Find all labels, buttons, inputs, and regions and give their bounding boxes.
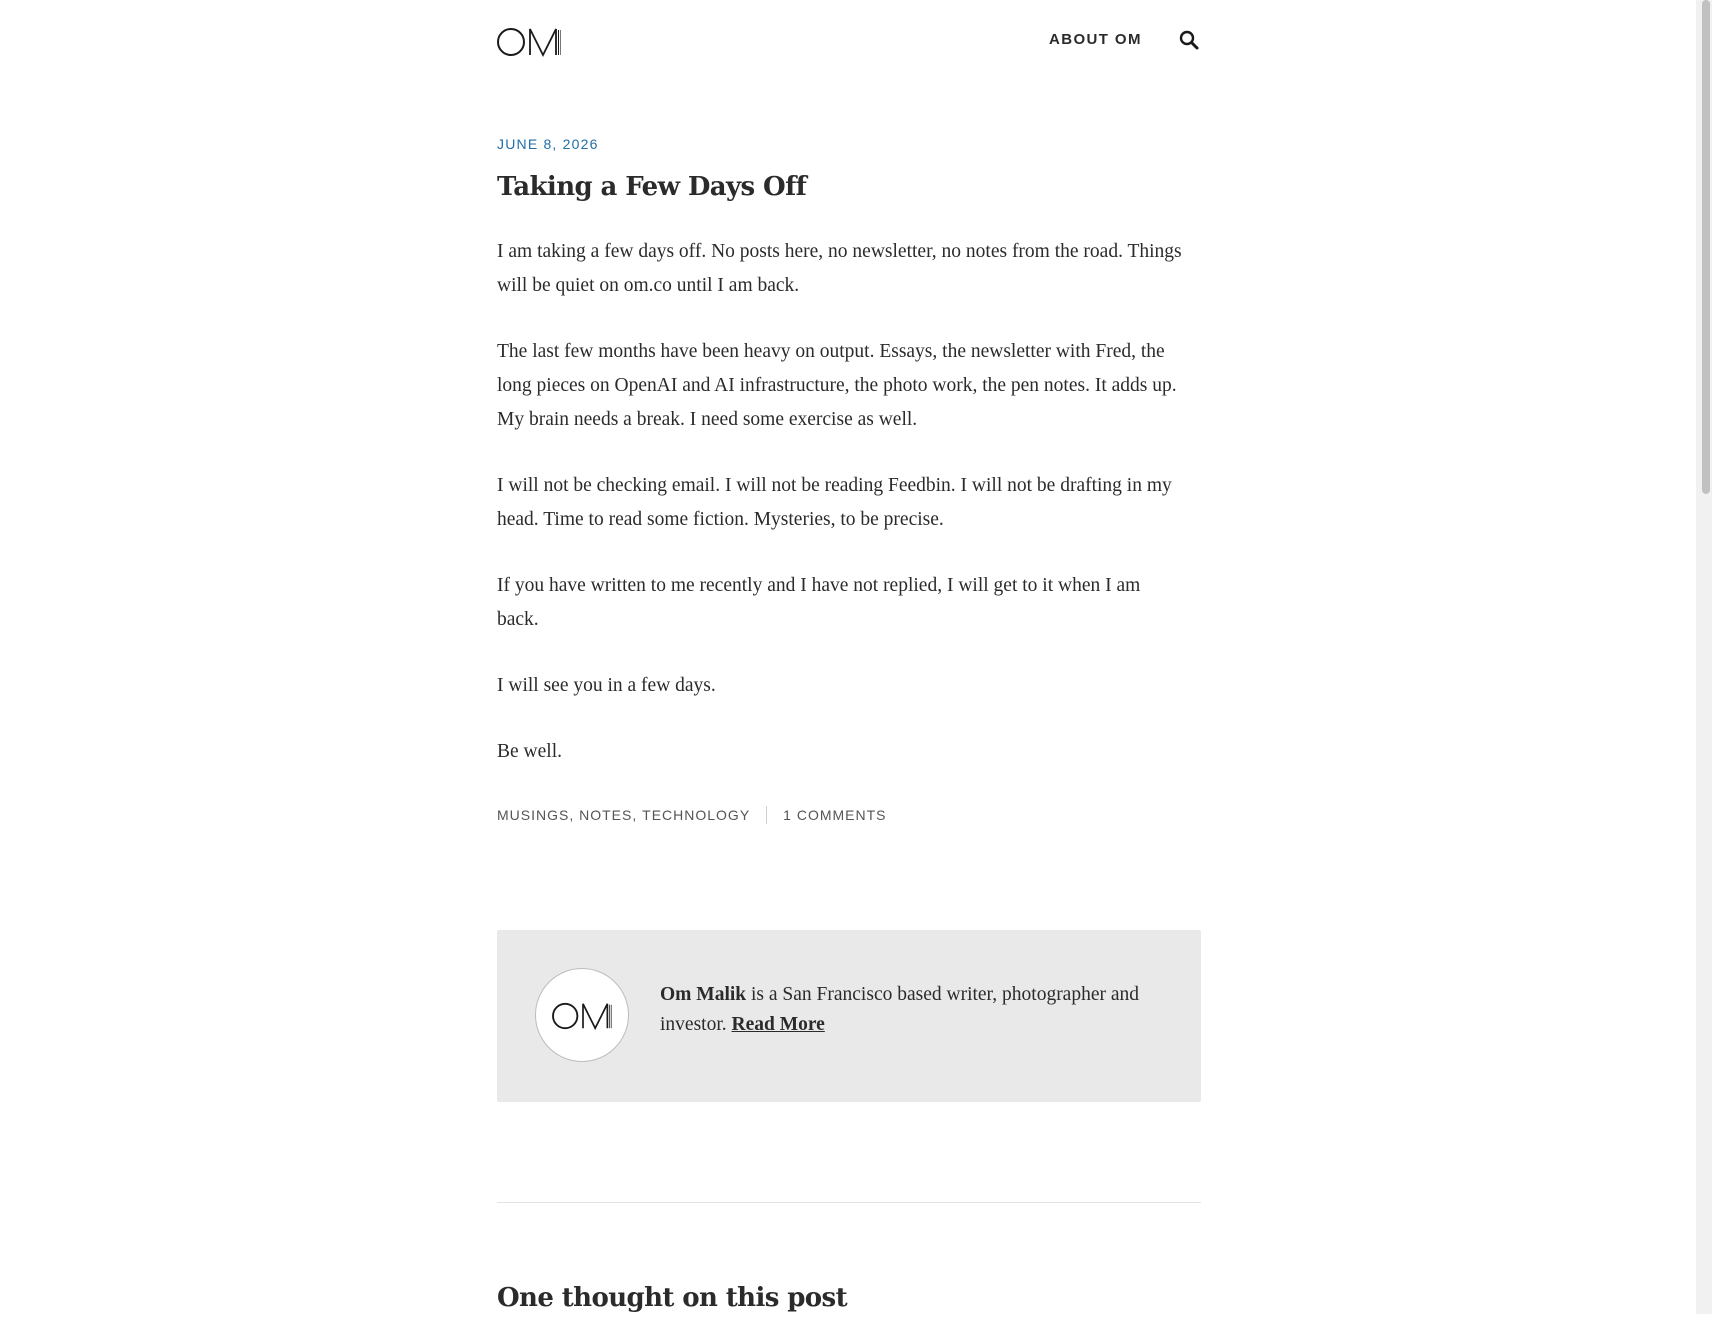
category-link-technology[interactable]: TECHNOLOGY	[642, 807, 751, 823]
scrollbar-thumb[interactable]	[1702, 0, 1710, 494]
author-name: Om Malik	[660, 984, 747, 1005]
category-separator: ,	[569, 807, 580, 823]
post-paragraph: I will see you in a few days.	[497, 675, 716, 696]
post-body	[497, 235, 1201, 801]
category-link-notes[interactable]: NOTES	[579, 807, 633, 823]
comments-heading: One thought on this post	[497, 1283, 847, 1313]
page-container	[497, 0, 1201, 1313]
author-avatar	[535, 968, 629, 1062]
om-logo-icon	[551, 1001, 615, 1031]
site-header	[497, 0, 1201, 90]
post-meta	[497, 806, 887, 824]
post-title: Taking a Few Days Off	[497, 172, 807, 202]
search-button[interactable]	[1177, 28, 1201, 52]
post-paragraph: Be well.	[497, 741, 562, 762]
read-more-link[interactable]: Read More	[731, 1014, 825, 1035]
comments-count-link[interactable]: 1 COMMENTS	[783, 807, 887, 823]
post-date[interactable]: JUNE 8, 2026	[497, 136, 599, 152]
site-logo[interactable]	[497, 26, 563, 58]
post-paragraph: I will not be checking email. I will not be reading Feedbin. I will not be drafting in my head. Time to read some fiction. Mysteries, to be precise.	[497, 475, 1172, 530]
search-icon	[1177, 28, 1201, 52]
author-bio-text: is a San Francisco based writer, photographer and investor.	[660, 984, 1140, 1035]
category-link-musings[interactable]: MUSINGS	[497, 807, 570, 823]
author-box	[497, 930, 1201, 1102]
author-bio	[660, 980, 1170, 1040]
post-paragraph: I am taking a few days off. No posts here, no newsletter, no notes from the road. Things will be quiet on om.co until I am back.	[497, 241, 1182, 296]
post-paragraph: If you have written to me recently and I have not replied, I will get to it when I am back.	[497, 575, 1141, 630]
section-divider	[497, 1202, 1201, 1203]
nav-about-link[interactable]: ABOUT OM	[1049, 31, 1142, 48]
om-logo-icon	[497, 26, 563, 58]
category-separator: ,	[632, 807, 643, 823]
meta-divider	[766, 806, 767, 824]
page-scrollbar[interactable]	[1696, 0, 1712, 1314]
post-paragraph: The last few months have been heavy on output. Essays, the newsletter with Fred, the long pieces on OpenAI and AI infrastructure, the photo work, the pen notes. It adds up. My brain needs a break. I need some exercise as well.	[497, 341, 1177, 430]
